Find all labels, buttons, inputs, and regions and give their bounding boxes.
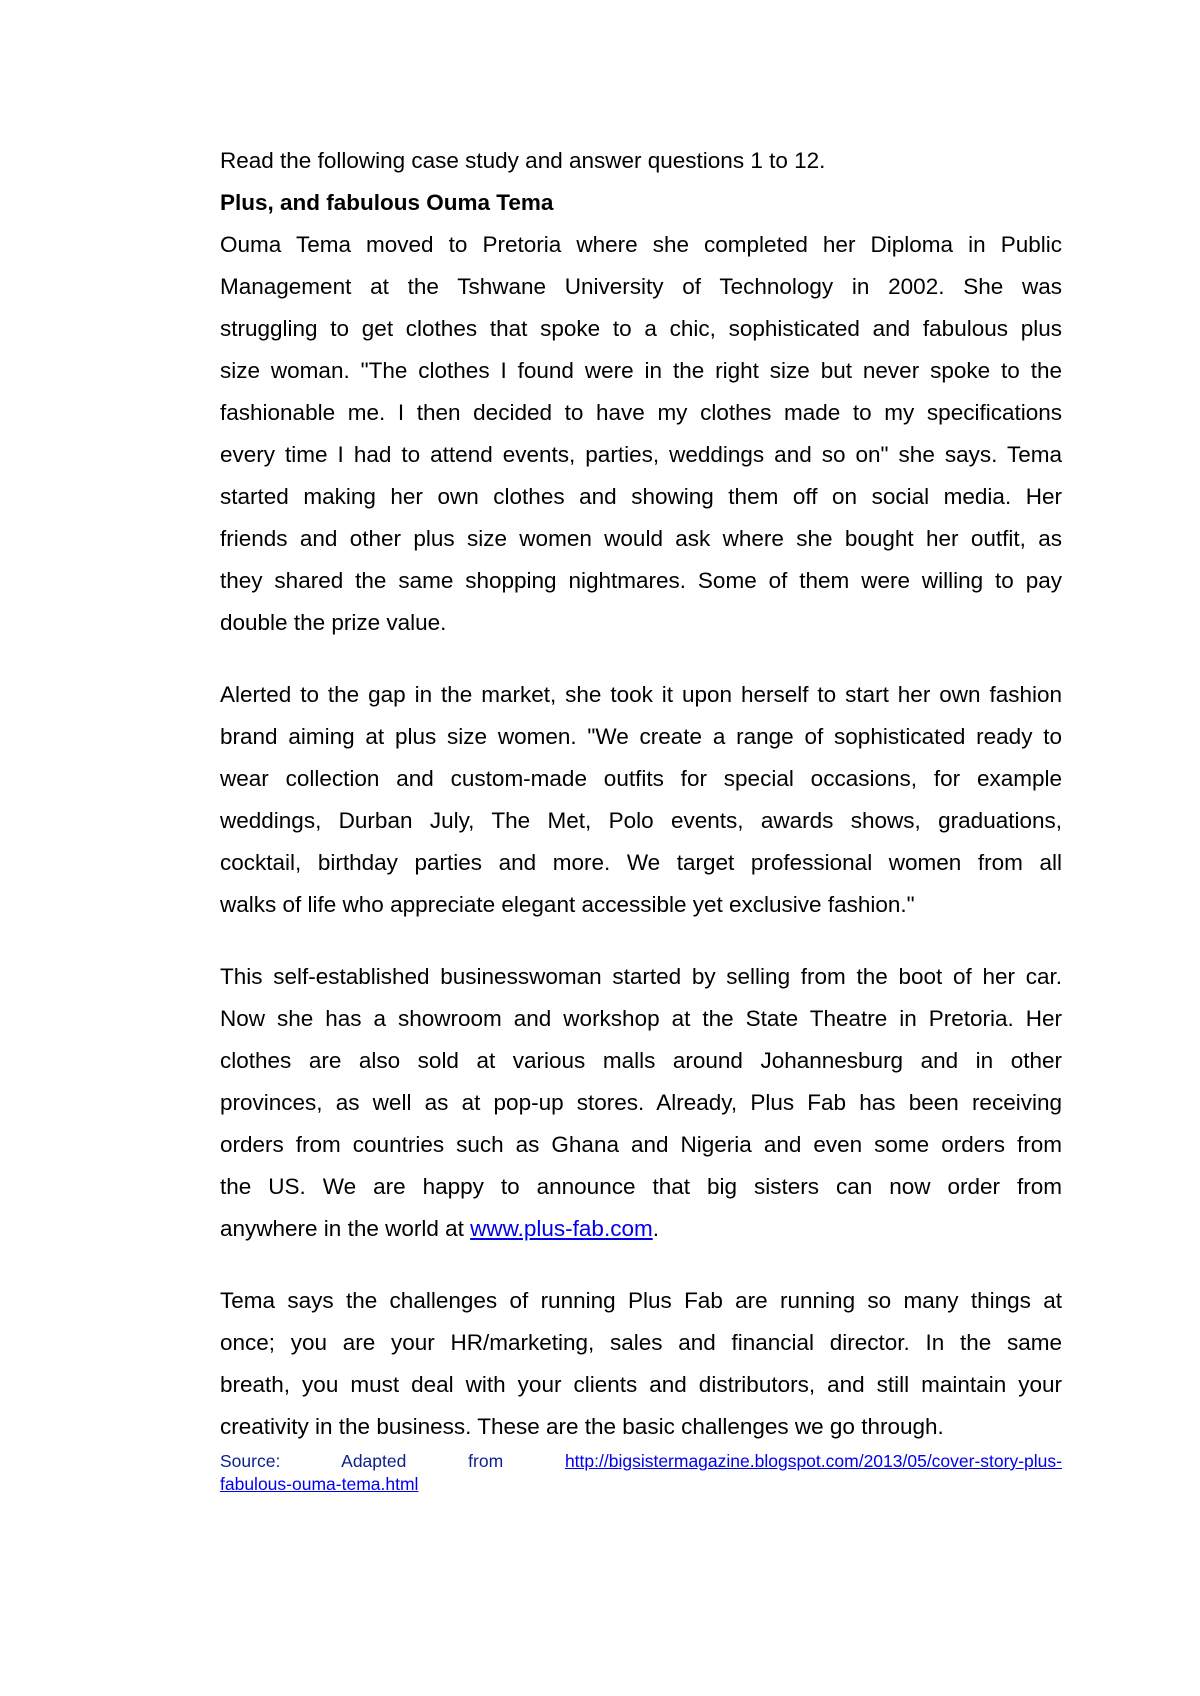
instruction-text: Read the following case study and answer questions 1 to 12.	[220, 148, 826, 173]
paragraph-line: brand aiming at plus size women. "We create a range of sophisticated ready to	[220, 724, 1062, 749]
paragraph-line: they shared the same shopping nightmares. Some of them were willing to pay	[220, 568, 1062, 593]
paragraph-line: every time I had to attend events, parties, weddings and so on" she says. Tema	[220, 442, 1062, 467]
paragraph-4	[220, 1280, 1062, 1448]
source-from: from	[468, 1451, 504, 1471]
paragraph-1	[220, 224, 1062, 644]
document-page	[220, 140, 1062, 1496]
paragraph-line: Management at the Tshwane University of Technology in 2002. She was	[220, 274, 1062, 299]
source-adapted: Adapted	[341, 1451, 407, 1471]
paragraph-line: weddings, Durban July, The Met, Polo events, awards shows, graduations,	[220, 808, 1062, 833]
paragraph-spacer	[220, 644, 1062, 674]
paragraph-line: once; you are your HR/marketing, sales and financial director. In the same	[220, 1330, 1062, 1355]
source-citation	[220, 1450, 1062, 1496]
paragraph-2	[220, 674, 1062, 926]
paragraph-line: walks of life who appreciate elegant accessible yet exclusive fashion."	[220, 892, 915, 917]
paragraph-line: friends and other plus size women would ask where she bought her outfit, as	[220, 526, 1062, 551]
paragraph-3	[220, 956, 1062, 1250]
paragraph-line: double the prize value.	[220, 610, 447, 635]
paragraph-line: creativity in the business. These are the basic challenges we go through.	[220, 1414, 944, 1439]
paragraph-line	[220, 1208, 1062, 1250]
source-url-link-continued[interactable]: fabulous-ouma-tema.html	[220, 1474, 419, 1494]
paragraph-line: provinces, as well as at pop-up stores. Already, Plus Fab has been receiving	[220, 1090, 1062, 1115]
paragraph-line: Tema says the challenges of running Plus Fab are running so many things at	[220, 1288, 1062, 1313]
paragraph-line: Alerted to the gap in the market, she took it upon herself to start her own fashion	[220, 682, 1062, 707]
paragraph-line: wear collection and custom-made outfits for special occasions, for example	[220, 766, 1062, 791]
paragraph-line: size woman. "The clothes I found were in the right size but never spoke to the	[220, 358, 1062, 383]
source-line	[220, 1473, 1062, 1496]
paragraph-line: started making her own clothes and showing them off on social media. Her	[220, 484, 1062, 509]
paragraph-spacer	[220, 1250, 1062, 1280]
paragraph-line: breath, you must deal with your clients and distributors, and still maintain your	[220, 1372, 1062, 1397]
paragraph-line: cocktail, birthday parties and more. We target professional women from all	[220, 850, 1062, 875]
paragraph-spacer	[220, 926, 1062, 956]
paragraph-line: struggling to get clothes that spoke to a chic, sophisticated and fabulous plus	[220, 316, 1062, 341]
website-link[interactable]: www.plus-fab.com	[470, 1216, 653, 1241]
paragraph-line-prefix: anywhere in the world at	[220, 1216, 471, 1241]
paragraph-line: Ouma Tema moved to Pretoria where she completed her Diploma in Public	[220, 232, 1062, 257]
source-label: Source:	[220, 1451, 281, 1471]
paragraph-line: the US. We are happy to announce that big sisters can now order from	[220, 1174, 1062, 1199]
paragraph-line: This self-established businesswoman started by selling from the boot of her car.	[220, 964, 1062, 989]
paragraph-line: fashionable me. I then decided to have my clothes made to my specifications	[220, 400, 1062, 425]
source-url-link[interactable]: http://bigsistermagazine.blogspot.com/2013/05/cover-story-plus-	[564, 1451, 1062, 1471]
paragraph-line-suffix: .	[652, 1216, 659, 1241]
source-line	[220, 1450, 1062, 1473]
paragraph-line: clothes are also sold at various malls around Johannesburg and in other	[220, 1048, 1062, 1073]
paragraph-line: orders from countries such as Ghana and Nigeria and even some orders from	[220, 1132, 1062, 1157]
case-study-title: Plus, and fabulous Ouma Tema	[220, 190, 554, 215]
paragraph-line: Now she has a showroom and workshop at the State Theatre in Pretoria. Her	[220, 1006, 1062, 1031]
